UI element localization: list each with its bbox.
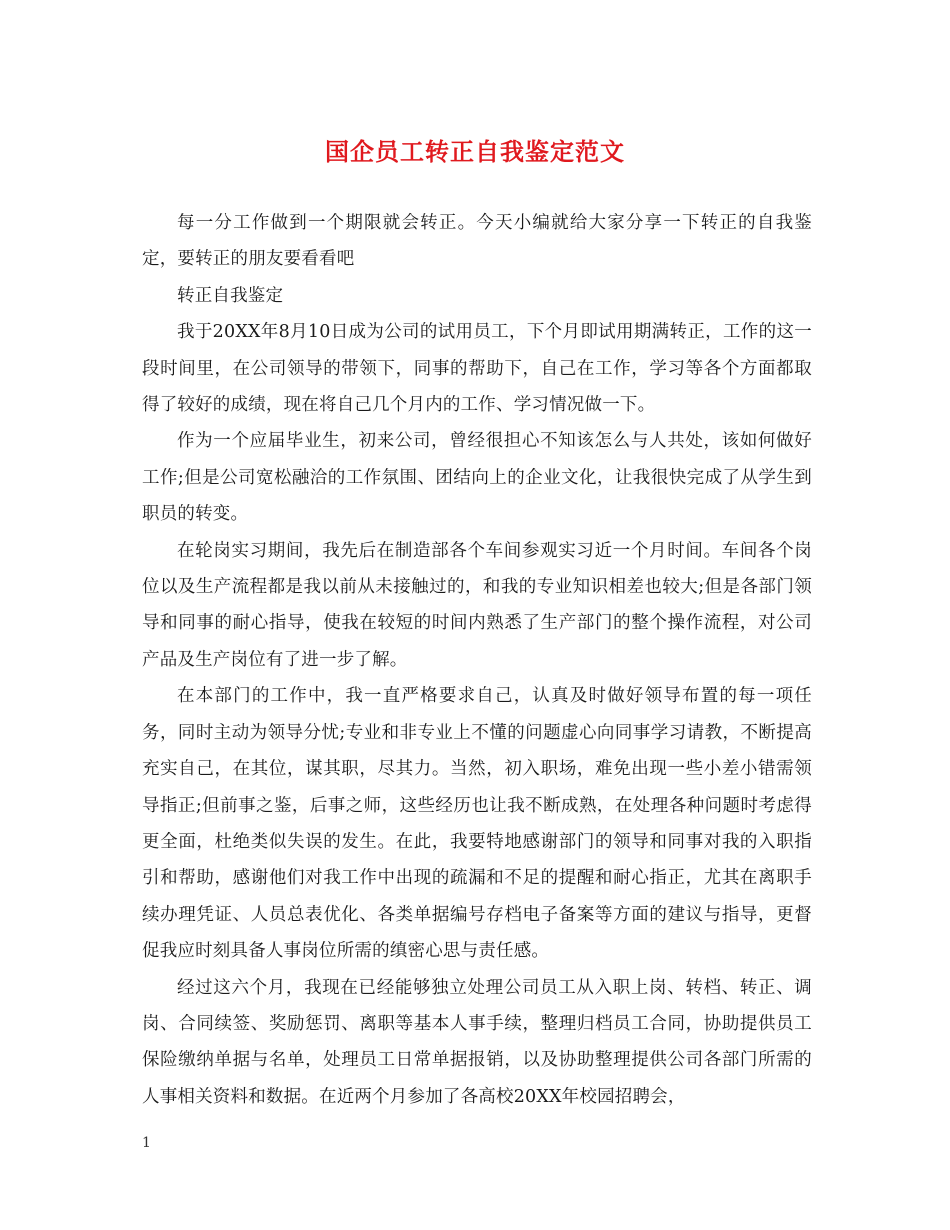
section-heading: 转正自我鉴定 — [177, 285, 284, 306]
paragraph: 我于20XX年8月10日成为公司的试用员工，下个月即试用期满转正，工作的这一段时间里，在公司领导的带领下，同事的帮助下，自己在工作，学习等各个方面都取得了较好的成绩，现在将自己几个月内的工作、学习情况做一下。 — [142, 322, 812, 416]
paragraph: 经过这六个月，我现在已经能够独立处理公司员工从入职上岗、转档、转正、调岗、合同续签、奖励惩罚、离职等基本人事手续，整理归档员工合同，协助提供员工保险缴纳单据与名单，处理员工日常单据报销，以及协助整理提供公司各部门所需的人事相关资料和数据。在近两个月参加了各高校20XX年校园招聘会， — [142, 977, 812, 1107]
document-body — [142, 205, 812, 1115]
paragraph: 作为一个应届毕业生，初来公司，曾经很担心不知该怎么与人共处，该如何做好工作;但是公司宽松融洽的工作氛围、团结向上的企业文化，让我很快完成了从学生到职员的转变。 — [142, 431, 812, 525]
document-title: 国企员工转正自我鉴定范文 — [325, 137, 625, 166]
paragraph: 在本部门的工作中，我一直严格要求自己，认真及时做好领导布置的每一项任务，同时主动为领导分忧;专业和非专业上不懂的问题虚心向同事学习请教，不断提高充实自己，在其位，谋其职，尽其力。当然，初入职场，难免出现一些小差小错需领导指正;但前事之鉴，后事之师，这些经历也让我不断成熟，在处理各种问题时考虑得更全面，杜绝类似失误的发生。在此，我要特地感谢部门的领导和同事对我的入职指引和帮助，感谢他们对我工作中出现的疏漏和不足的提醒和耐心指正，尤其在离职手续办理凭证、人员总表优化、各类单据编号存档电子备案等方面的建议与指导，更督促我应时刻具备人事岗位所需的缜密心思与责任感。 — [142, 686, 812, 962]
page-number: 1 — [142, 1135, 151, 1151]
paragraph: 在轮岗实习期间，我先后在制造部各个车间参观实习近一个月时间。车间各个岗位以及生产流程都是我以前从未接触过的，和我的专业知识相差也较大;但是各部门领导和同事的耐心指导，使我在较短的时间内熟悉了生产部门的整个操作流程，对公司产品及生产岗位有了进一步了解。 — [142, 540, 812, 670]
paragraph-intro: 每一分工作做到一个期限就会转正。今天小编就给大家分享一下转正的自我鉴定，要转正的朋友要看看吧 — [142, 213, 812, 270]
